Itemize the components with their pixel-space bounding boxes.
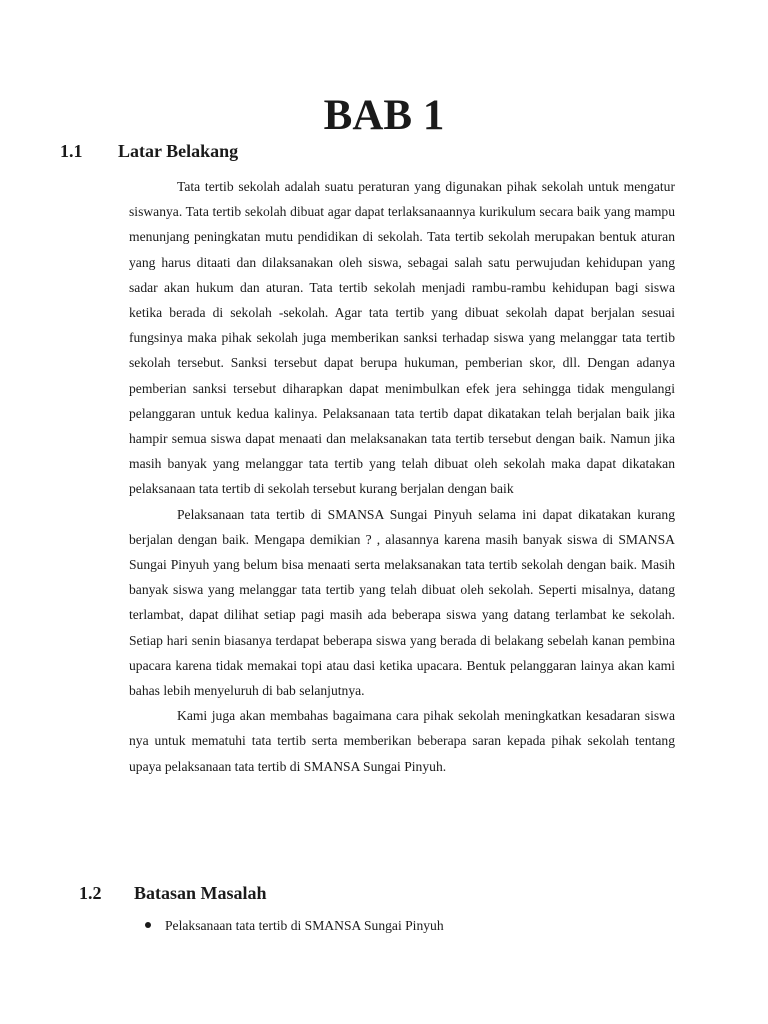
paragraph: Pelaksanaan tata tertib di SMANSA Sungai Pinyuh selama ini dapat dikatakan kurang berjalan dengan baik. Mengapa demikian ? , alasannya karena masih banyak siswa di SMANSA Sungai Pinyuh yang belum bisa menaati serta melaksanakan tata tertib sekolah dengan baik. Masih banyak siswa yang melanggar tata tertib yang telah dibuat oleh sekolah. Seperti misalnya, datang terlambat, dapat dilihat setiap pagi masih ada beberapa siswa yang datang terlambat ke sekolah. Setiap hari senin biasanya terdapat beberapa siswa yang berada di belakang sebelah kanan pembina upacara karena tidak memakai topi atau dasi ketika upacara. Bentuk pelanggaran lainya akan kami bahas lebih menyeluruh di bab selanjutnya.: [129, 506, 675, 699]
list-item: [145, 913, 444, 938]
section-number: 1.1: [60, 141, 83, 161]
section-title: Latar Belakang: [118, 141, 239, 161]
section-heading-latar-belakang: [60, 140, 238, 162]
bullet-list: [145, 913, 444, 938]
paragraph: Kami juga akan membahas bagaimana cara pihak sekolah meningkatkan kesadaran siswa nya untuk mematuhi tata tertib serta memberikan beberapa saran kepada pihak sekolah tentang upaya pelaksanaan tata tertib di SMANSA Sungai Pinyuh.: [129, 708, 675, 774]
section-body-latar-belakang: [129, 174, 675, 779]
section-number: 1.2: [79, 883, 102, 903]
bullet-icon: [145, 922, 151, 928]
section-title: Batasan Masalah: [134, 883, 267, 903]
chapter-title: BAB 1: [323, 92, 445, 139]
paragraph: Tata tertib sekolah adalah suatu peraturan yang digunakan pihak sekolah untuk mengatur siswanya. Tata tertib sekolah dibuat agar dapat terlaksanaannya kurikulum secara baik yang mampu menunjang peningkatan mutu pendidikan di sekolah. Tata tertib sekolah merupakan bentuk aturan yang harus ditaati dan dilaksanakan oleh siswa, sebagai salah satu perwujudan kehidupan yang sadar akan hukum dan aturan. Tata tertib sekolah menjadi rambu-rambu kehidupan bagi siswa ketika berada di sekolah -sekolah. Agar tata tertib yang dibuat sekolah dapat berjalan sesuai fungsinya maka pihak sekolah juga memberikan sanksi terhadap siswa yang melanggar tata tertib sekolah tersebut. Sanksi tersebut dapat berupa hukuman, pemberian skor, dll. Dengan adanya pemberian sanksi tersebut diharapkan dapat menimbulkan efek jera sehingga tidak mengulangi pelanggaran untuk kedua kalinya. Pelaksanaan tata tertib dapat dikatakan telah berjalan baik jika hampir semua siswa dapat menaati dan melaksanakan tata tertib tersebut dengan baik. Namun jika masih banyak yang melanggar tata tertib yang telah dibuat oleh sekolah maka dapat dikatakan pelaksanaan tata tertib di sekolah tersebut kurang berjalan dengan baik: [129, 179, 675, 497]
list-item-text: Pelaksanaan tata tertib di SMANSA Sungai Pinyuh: [165, 918, 444, 933]
section-heading-batasan-masalah: [79, 882, 267, 904]
